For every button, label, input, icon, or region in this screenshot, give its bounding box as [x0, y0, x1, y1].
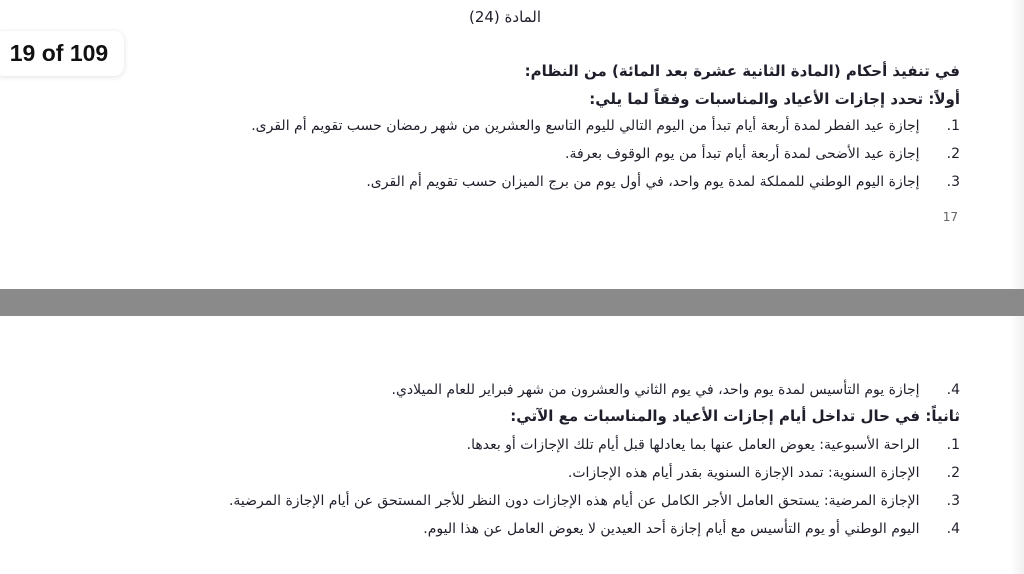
list-item-text: إجازة اليوم الوطني للمملكة لمدة يوم واحد، في أول يوم من برج الميزان حسب تقويم أم القرى. — [366, 174, 920, 190]
list-item — [366, 174, 960, 190]
list-item — [568, 465, 960, 481]
second-section-heading: ثانياً: في حال تداخل أيام إجازات الأعياد والمناسبات مع الآتي: — [510, 407, 960, 425]
list-item-text: الإجازة السنوية: تمدد الإجازة السنوية بقدر أيام هذه الإجازات. — [567, 465, 920, 481]
list-item-number: 3. — [946, 493, 960, 509]
list-item — [423, 521, 960, 537]
article-title: المادة (24) — [468, 8, 542, 26]
list-item — [392, 382, 961, 398]
list-item-text: اليوم الوطني أو يوم التأسيس مع أيام إجازة أحد العيدين لا يعوض العامل عن هذا اليوم. — [423, 521, 920, 537]
list-item-text: الراحة الأسبوعية: يعوض العامل عنها بما يعادلها قبل أيام تلك الإجازات أو بعدها. — [466, 437, 920, 453]
list-item-text: الإجازة المرضية: يستحق العامل الأجر الكامل عن أيام هذه الإجازات دون النظر للأجر المستحق عن أيام الإجازة المرضية. — [228, 493, 920, 509]
list-item-number: 2. — [946, 146, 960, 162]
list-item-number: 4. — [946, 521, 960, 537]
list-item-number: 4. — [946, 382, 960, 398]
list-item-number: 1. — [946, 437, 960, 453]
list-item-number: 3. — [946, 174, 960, 190]
first-section-heading: أولاً: تحدد إجازات الأعياد والمناسبات وفقاً لما يلي: — [589, 90, 960, 108]
page-separator — [0, 289, 1024, 316]
page-edge-shadow — [1010, 316, 1024, 574]
list-item-text: إجازة عيد الفطر لمدة أربعة أيام تبدأ من اليوم التالي لليوم التاسع والعشرين من شهر رمضان حسب تقويم أم القرى. — [251, 118, 920, 134]
list-item-number: 2. — [946, 465, 960, 481]
list-item — [565, 146, 960, 162]
list-item — [467, 437, 960, 453]
list-item — [229, 493, 960, 509]
document-page-bottom — [0, 316, 1024, 574]
intro-heading: في تنفيذ أحكام (المادة الثانية عشرة بعد المائة) من النظام: — [524, 62, 960, 80]
list-item-text: إجازة يوم التأسيس لمدة يوم واحد، في يوم الثاني والعشرون من شهر فبراير للعام الميلادي. — [391, 382, 920, 398]
list-item-number: 1. — [946, 118, 960, 134]
page-number: 17 — [942, 210, 958, 224]
page-counter-badge: 19 of 109 — [0, 31, 124, 76]
list-item-text: إجازة عيد الأضحى لمدة أربعة أيام تبدأ من يوم الوقوف بعرفة. — [565, 146, 920, 162]
list-item — [251, 118, 960, 134]
page-edge-shadow — [1010, 0, 1024, 289]
